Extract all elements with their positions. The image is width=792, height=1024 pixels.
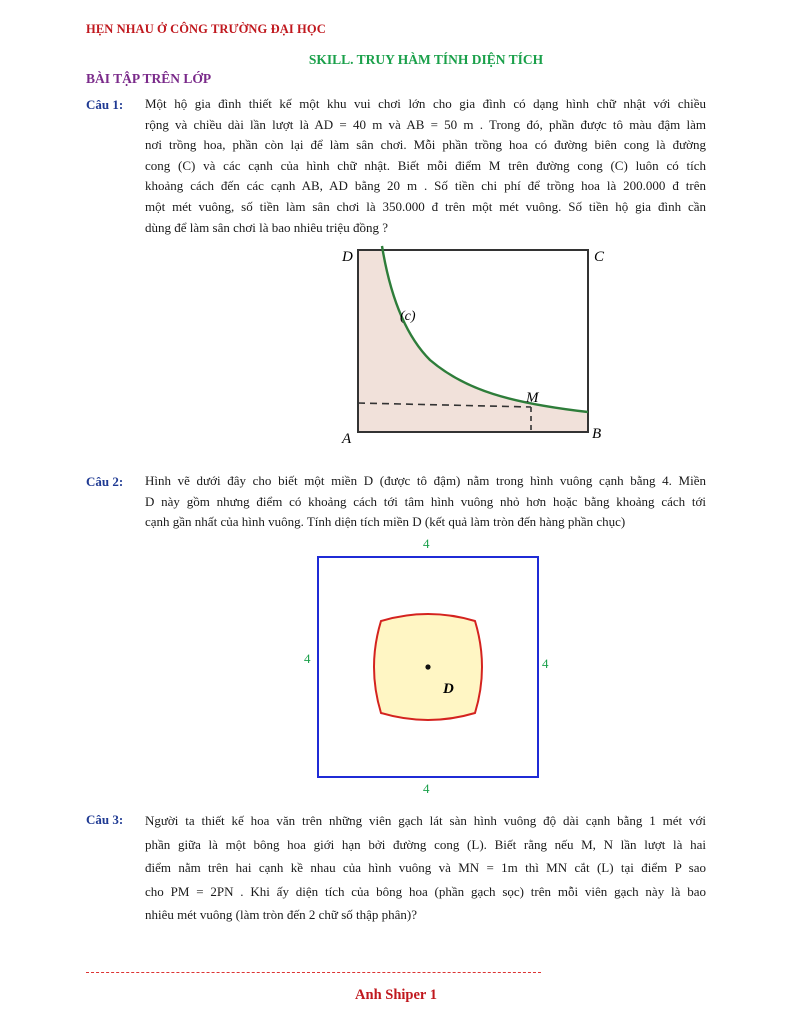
q2-line: Hình vẽ dưới đây cho biết một miền D (được tô đậm) nằm trong hình vuông cạnh bằng 4. Miền (145, 473, 706, 488)
side-label-top: 4 (423, 536, 430, 551)
point-m: M (526, 390, 539, 406)
q1-line: dùng để làm sân chơi là bao nhiêu triệu đồng ? (145, 219, 388, 235)
question-2-label: Câu 2: (86, 474, 124, 489)
vertex-b: B (592, 426, 602, 442)
q1-line: Một hộ gia đình thiết kế một khu vui chơi lớn cho gia đình có dạng hình chữ nhật với chiều (145, 96, 706, 111)
footer-divider (86, 972, 541, 973)
question-3-label: Câu 3: (86, 812, 124, 827)
q3-line: cho PM = 2PN . Khi ấy diện tích của bông hoa (phần gạch sọc) trên mỗi viên gạch này là bao (145, 883, 706, 899)
q3-line: phần giữa là một bông hoa giới hạn bởi đường cong (L). Biết rằng nếu M, N lần lượt là hai (145, 836, 706, 852)
section-heading: BÀI TẬP TRÊN LỚP (86, 71, 212, 86)
question-1-text (145, 94, 706, 238)
page-title: SKILL. TRUY HÀM TÍNH DIỆN TÍCH (308, 52, 544, 67)
footer-author: Anh Shiper 1 (355, 987, 437, 1003)
q1-line: rộng và chiều dài lần lượt là AD = 40 m và AB = 50 m . Trong đó, phần được tô màu đậm làm (145, 116, 706, 132)
q2-line: cạnh gần nhất của hình vuông. Tính diện tích miền D (kết quả làm tròn đến hàng phần chục) (145, 514, 626, 530)
q3-line: điểm nằm trên hai cạnh kề nhau của hình vuông và MN = 1m thì MN cắt (L) tại điểm P sao (145, 860, 706, 875)
question-2-text (145, 471, 706, 533)
side-label-right: 4 (542, 656, 549, 671)
q2-line: D này gồm nhưng điểm có khoảng cách tới tâm hình vuông nhỏ hơn hoặc bằng khoảng cách tới (145, 493, 706, 509)
figure-2-square (298, 535, 560, 797)
q1-line: một mét vuông, số tiền làm sân chơi là 350.000 đ trên một mét vuông. Số tiền hộ gia đình cần (145, 198, 706, 214)
side-label-left: 4 (304, 651, 311, 666)
q1-line: nơi trồng hoa, phần còn lại để làm sân chơi. Mỗi phần trồng hoa có đường biên cong là đường (145, 137, 706, 153)
figure-1-rectangle (330, 240, 620, 450)
side-label-bottom: 4 (423, 781, 430, 796)
region-label: D (443, 681, 454, 697)
vertex-c: C (594, 249, 605, 265)
vertex-a: A (342, 431, 352, 447)
q3-line: nhiêu mét vuông (làm tròn đến 2 chữ số thập phân)? (145, 907, 418, 922)
question-3-text (145, 809, 706, 927)
q3-line: Người ta thiết kế hoa văn trên những viên gạch lát sàn hình vuông độ dài cạnh bằng 1 mét với (145, 813, 706, 828)
question-1-label: Câu 1: (86, 97, 124, 112)
vertex-d: D (342, 249, 353, 265)
curve-label: (c) (400, 309, 416, 324)
center-point (425, 664, 430, 669)
page-header: HẸN NHAU Ở CÔNG TRƯỜNG ĐẠI HỌC (86, 22, 326, 36)
q1-line: khoảng cách đến các cạnh AB, AD bằng 20 m . Số tiền chi phí để trồng hoa là 200.000 đ trên (145, 178, 706, 194)
q1-line: cong (C) và các cạnh của hình chữ nhật. Biết mỗi điểm M trên đường cong (C) luôn có tích (145, 157, 706, 173)
flower-region (358, 250, 588, 432)
